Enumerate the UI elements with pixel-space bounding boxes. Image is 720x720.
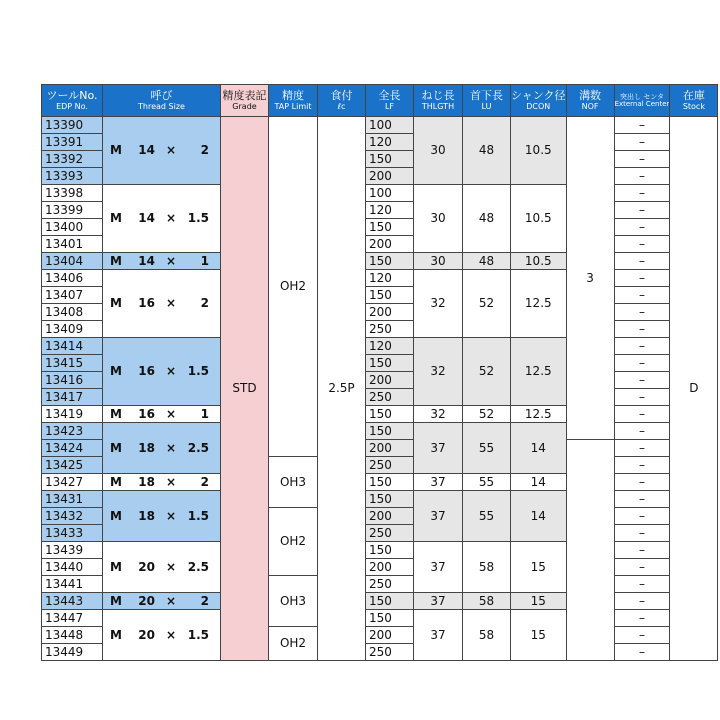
edp-number: 13408 <box>42 304 103 321</box>
table-row <box>42 542 718 559</box>
lf-value: 150 <box>366 423 414 440</box>
tap-limit: OH3 <box>269 457 318 508</box>
lu-value: 52 <box>463 270 511 338</box>
edp-number: 13399 <box>42 202 103 219</box>
dcon-value: 10.5 <box>511 253 567 270</box>
thread-size <box>103 542 221 593</box>
table-row <box>42 185 718 202</box>
dcon-value: 15 <box>511 542 567 593</box>
external-center-value: – <box>614 270 670 287</box>
edp-number: 13448 <box>42 627 103 644</box>
lf-value: 200 <box>366 440 414 457</box>
external-center-value: – <box>614 134 670 151</box>
lf-value: 120 <box>366 338 414 355</box>
edp-number: 13390 <box>42 117 103 134</box>
thread-part: M <box>110 593 122 608</box>
external-center-value: – <box>614 168 670 185</box>
thread-part: M <box>110 440 122 455</box>
lf-value: 150 <box>366 287 414 304</box>
external-center-value: – <box>614 491 670 508</box>
thread-size <box>103 610 221 661</box>
lf-value: 150 <box>366 406 414 423</box>
lf-value: 250 <box>366 644 414 661</box>
lf-value: 100 <box>366 117 414 134</box>
external-center-value: – <box>614 202 670 219</box>
thread-part: × <box>165 364 177 378</box>
dcon-value: 12.5 <box>511 338 567 406</box>
lf-value: 150 <box>366 610 414 627</box>
external-center-value: – <box>614 321 670 338</box>
stock-value: D <box>670 117 718 661</box>
thlgth-value: 32 <box>414 406 463 423</box>
lf-value: 250 <box>366 525 414 542</box>
thread-part: × <box>165 508 177 523</box>
thread-part: 2.5 <box>187 440 209 455</box>
thread-part: 1.5 <box>187 364 209 378</box>
dcon-value: 14 <box>511 423 567 474</box>
lf-value: 250 <box>366 457 414 474</box>
external-center-value: – <box>614 576 670 593</box>
lu-value: 48 <box>463 185 511 253</box>
thread-part: × <box>165 593 177 608</box>
lu-value: 48 <box>463 117 511 185</box>
external-center-value: – <box>614 440 670 457</box>
edp-number: 13439 <box>42 542 103 559</box>
header-edp: ツールNo. EDP No. <box>42 85 103 117</box>
header-thlgth: ねじ長 THLGTH <box>414 85 463 117</box>
external-center-value: – <box>614 219 670 236</box>
thread-part: 2 <box>200 593 209 608</box>
nof-value: 3 <box>566 117 614 440</box>
external-center-value: – <box>614 338 670 355</box>
thread-part: 2 <box>200 296 209 310</box>
thread-size <box>103 185 221 253</box>
tap-limit: OH2 <box>269 508 318 576</box>
thread-part: × <box>165 559 177 574</box>
edp-number: 13417 <box>42 389 103 406</box>
thread-part: 1.5 <box>187 211 209 225</box>
lf-value: 150 <box>366 542 414 559</box>
thread-part: M <box>110 143 122 157</box>
lf-value: 200 <box>366 627 414 644</box>
external-center-value: – <box>614 304 670 321</box>
lf-value: 250 <box>366 321 414 338</box>
dcon-value: 12.5 <box>511 406 567 423</box>
thread-part: 20 <box>138 593 155 608</box>
lu-value: 58 <box>463 593 511 610</box>
thread-part: 1 <box>200 406 209 421</box>
lf-value: 250 <box>366 576 414 593</box>
thread-part: M <box>110 364 122 378</box>
edp-number: 13400 <box>42 219 103 236</box>
thread-part: 16 <box>138 296 155 310</box>
external-center-value: – <box>614 508 670 525</box>
thread-part: × <box>165 627 177 642</box>
lc-value: 2.5P <box>318 117 366 661</box>
external-center-value: – <box>614 610 670 627</box>
thread-part: 18 <box>138 474 155 489</box>
edp-number: 13392 <box>42 151 103 168</box>
header-grade: 精度表記 Grade <box>221 85 269 117</box>
external-center-value: – <box>614 474 670 491</box>
thread-part: M <box>110 296 122 310</box>
lu-value: 52 <box>463 406 511 423</box>
table-body <box>42 117 718 661</box>
edp-number: 13449 <box>42 644 103 661</box>
external-center-value: – <box>614 236 670 253</box>
thlgth-value: 37 <box>414 423 463 474</box>
external-center-value: – <box>614 423 670 440</box>
external-center-value: – <box>614 525 670 542</box>
edp-number: 13433 <box>42 525 103 542</box>
thread-part: × <box>165 296 177 310</box>
thread-part: M <box>110 627 122 642</box>
thread-part: 20 <box>138 627 155 642</box>
edp-number: 13440 <box>42 559 103 576</box>
thread-part: M <box>110 253 122 268</box>
table-row <box>42 338 718 355</box>
thread-size <box>103 270 221 338</box>
header-external-center: 突出し センタ External Center <box>614 85 670 117</box>
lf-value: 200 <box>366 168 414 185</box>
edp-number: 13401 <box>42 236 103 253</box>
header-lf: 全長 LF <box>366 85 414 117</box>
table-row <box>42 491 718 508</box>
thread-part: 18 <box>138 508 155 523</box>
lf-value: 150 <box>366 491 414 508</box>
header-row <box>42 85 718 117</box>
thread-part: 14 <box>138 143 155 157</box>
edp-number: 13406 <box>42 270 103 287</box>
thread-part: 14 <box>138 211 155 225</box>
edp-number: 13415 <box>42 355 103 372</box>
edp-number: 13414 <box>42 338 103 355</box>
thlgth-value: 30 <box>414 117 463 185</box>
external-center-value: – <box>614 151 670 168</box>
table-row <box>42 253 718 270</box>
edp-number: 13391 <box>42 134 103 151</box>
edp-number: 13398 <box>42 185 103 202</box>
thlgth-value: 32 <box>414 338 463 406</box>
lu-value: 52 <box>463 338 511 406</box>
edp-number: 13427 <box>42 474 103 491</box>
tap-limit: OH2 <box>269 117 318 457</box>
external-center-value: – <box>614 542 670 559</box>
lf-value: 200 <box>366 304 414 321</box>
dcon-value: 14 <box>511 474 567 491</box>
edp-number: 13441 <box>42 576 103 593</box>
thread-part: M <box>110 474 122 489</box>
lf-value: 150 <box>366 593 414 610</box>
thread-size <box>103 338 221 406</box>
edp-number: 13431 <box>42 491 103 508</box>
thread-size <box>103 491 221 542</box>
thread-part: 14 <box>138 253 155 268</box>
nof-blank <box>566 440 614 661</box>
lu-value: 55 <box>463 423 511 474</box>
dcon-value: 15 <box>511 610 567 661</box>
thlgth-value: 37 <box>414 610 463 661</box>
thread-part: × <box>165 474 177 489</box>
table-row <box>42 117 718 134</box>
tap-limit: OH3 <box>269 576 318 627</box>
external-center-value: – <box>614 372 670 389</box>
edp-number: 13404 <box>42 253 103 270</box>
thread-part: M <box>110 559 122 574</box>
thread-size <box>103 474 221 491</box>
lf-value: 250 <box>366 389 414 406</box>
header-lc: 食付 ℓc <box>318 85 366 117</box>
external-center-value: – <box>614 117 670 134</box>
external-center-value: – <box>614 644 670 661</box>
table-row <box>42 474 718 491</box>
dcon-value: 15 <box>511 593 567 610</box>
external-center-value: – <box>614 355 670 372</box>
thread-size <box>103 253 221 270</box>
table-row <box>42 270 718 287</box>
thlgth-value: 32 <box>414 270 463 338</box>
product-spec-table <box>41 84 718 661</box>
lf-value: 200 <box>366 372 414 389</box>
table-row <box>42 593 718 610</box>
table-row <box>42 406 718 423</box>
external-center-value: – <box>614 627 670 644</box>
lf-value: 200 <box>366 508 414 525</box>
edp-number: 13443 <box>42 593 103 610</box>
lf-value: 120 <box>366 134 414 151</box>
lf-value: 150 <box>366 219 414 236</box>
edp-number: 13393 <box>42 168 103 185</box>
lf-value: 150 <box>366 151 414 168</box>
thread-part: × <box>165 143 177 157</box>
header-nof: 溝数 NOF <box>566 85 614 117</box>
lu-value: 58 <box>463 542 511 593</box>
thread-part: 1.5 <box>187 508 209 523</box>
thread-part: 16 <box>138 406 155 421</box>
header-stock: 在庫 Stock <box>670 85 718 117</box>
edp-number: 13407 <box>42 287 103 304</box>
external-center-value: – <box>614 559 670 576</box>
edp-number: 13416 <box>42 372 103 389</box>
lu-value: 58 <box>463 610 511 661</box>
thlgth-value: 30 <box>414 253 463 270</box>
lf-value: 150 <box>366 355 414 372</box>
thread-part: × <box>165 440 177 455</box>
thread-part: × <box>165 406 177 421</box>
thread-part: 1.5 <box>187 627 209 642</box>
external-center-value: – <box>614 253 670 270</box>
table-row <box>42 610 718 627</box>
thread-part: M <box>110 406 122 421</box>
thread-size <box>103 593 221 610</box>
thlgth-value: 30 <box>414 185 463 253</box>
lf-value: 120 <box>366 270 414 287</box>
thread-part: × <box>165 253 177 268</box>
external-center-value: – <box>614 457 670 474</box>
thread-part: 2.5 <box>187 559 209 574</box>
lu-value: 55 <box>463 474 511 491</box>
edp-number: 13425 <box>42 457 103 474</box>
lf-value: 120 <box>366 202 414 219</box>
edp-number: 13447 <box>42 610 103 627</box>
lf-value: 150 <box>366 474 414 491</box>
thread-part: M <box>110 211 122 225</box>
dcon-value: 12.5 <box>511 270 567 338</box>
thread-part: 18 <box>138 440 155 455</box>
thlgth-value: 37 <box>414 593 463 610</box>
thlgth-value: 37 <box>414 491 463 542</box>
edp-number: 13409 <box>42 321 103 338</box>
thread-size <box>103 406 221 423</box>
external-center-value: – <box>614 389 670 406</box>
dcon-value: 14 <box>511 491 567 542</box>
thlgth-value: 37 <box>414 474 463 491</box>
thread-part: 2 <box>200 474 209 489</box>
lf-value: 200 <box>366 236 414 253</box>
thlgth-value: 37 <box>414 542 463 593</box>
lu-value: 55 <box>463 491 511 542</box>
lu-value: 48 <box>463 253 511 270</box>
external-center-value: – <box>614 406 670 423</box>
thread-part: 20 <box>138 559 155 574</box>
edp-number: 13432 <box>42 508 103 525</box>
header-lu: 首下長 LU <box>463 85 511 117</box>
edp-number: 13423 <box>42 423 103 440</box>
lf-value: 200 <box>366 559 414 576</box>
header-dcon: シャンク径 DCON <box>511 85 567 117</box>
thread-part: 16 <box>138 364 155 378</box>
grade-value: STD <box>221 117 269 661</box>
external-center-value: – <box>614 287 670 304</box>
thread-part: × <box>165 211 177 225</box>
thread-size <box>103 423 221 474</box>
external-center-value: – <box>614 185 670 202</box>
edp-number: 13424 <box>42 440 103 457</box>
edp-number: 13419 <box>42 406 103 423</box>
dcon-value: 10.5 <box>511 117 567 185</box>
external-center-value: – <box>614 593 670 610</box>
lf-value: 100 <box>366 185 414 202</box>
header-thread-size: 呼び Thread Size <box>103 85 221 117</box>
thread-part: 2 <box>200 143 209 157</box>
lf-value: 150 <box>366 253 414 270</box>
thread-part: M <box>110 508 122 523</box>
dcon-value: 10.5 <box>511 185 567 253</box>
thread-size <box>103 117 221 185</box>
header-tap-limit: 精度 TAP Limit <box>269 85 318 117</box>
thread-part: 1 <box>200 253 209 268</box>
tap-limit: OH2 <box>269 627 318 661</box>
table-row <box>42 423 718 440</box>
